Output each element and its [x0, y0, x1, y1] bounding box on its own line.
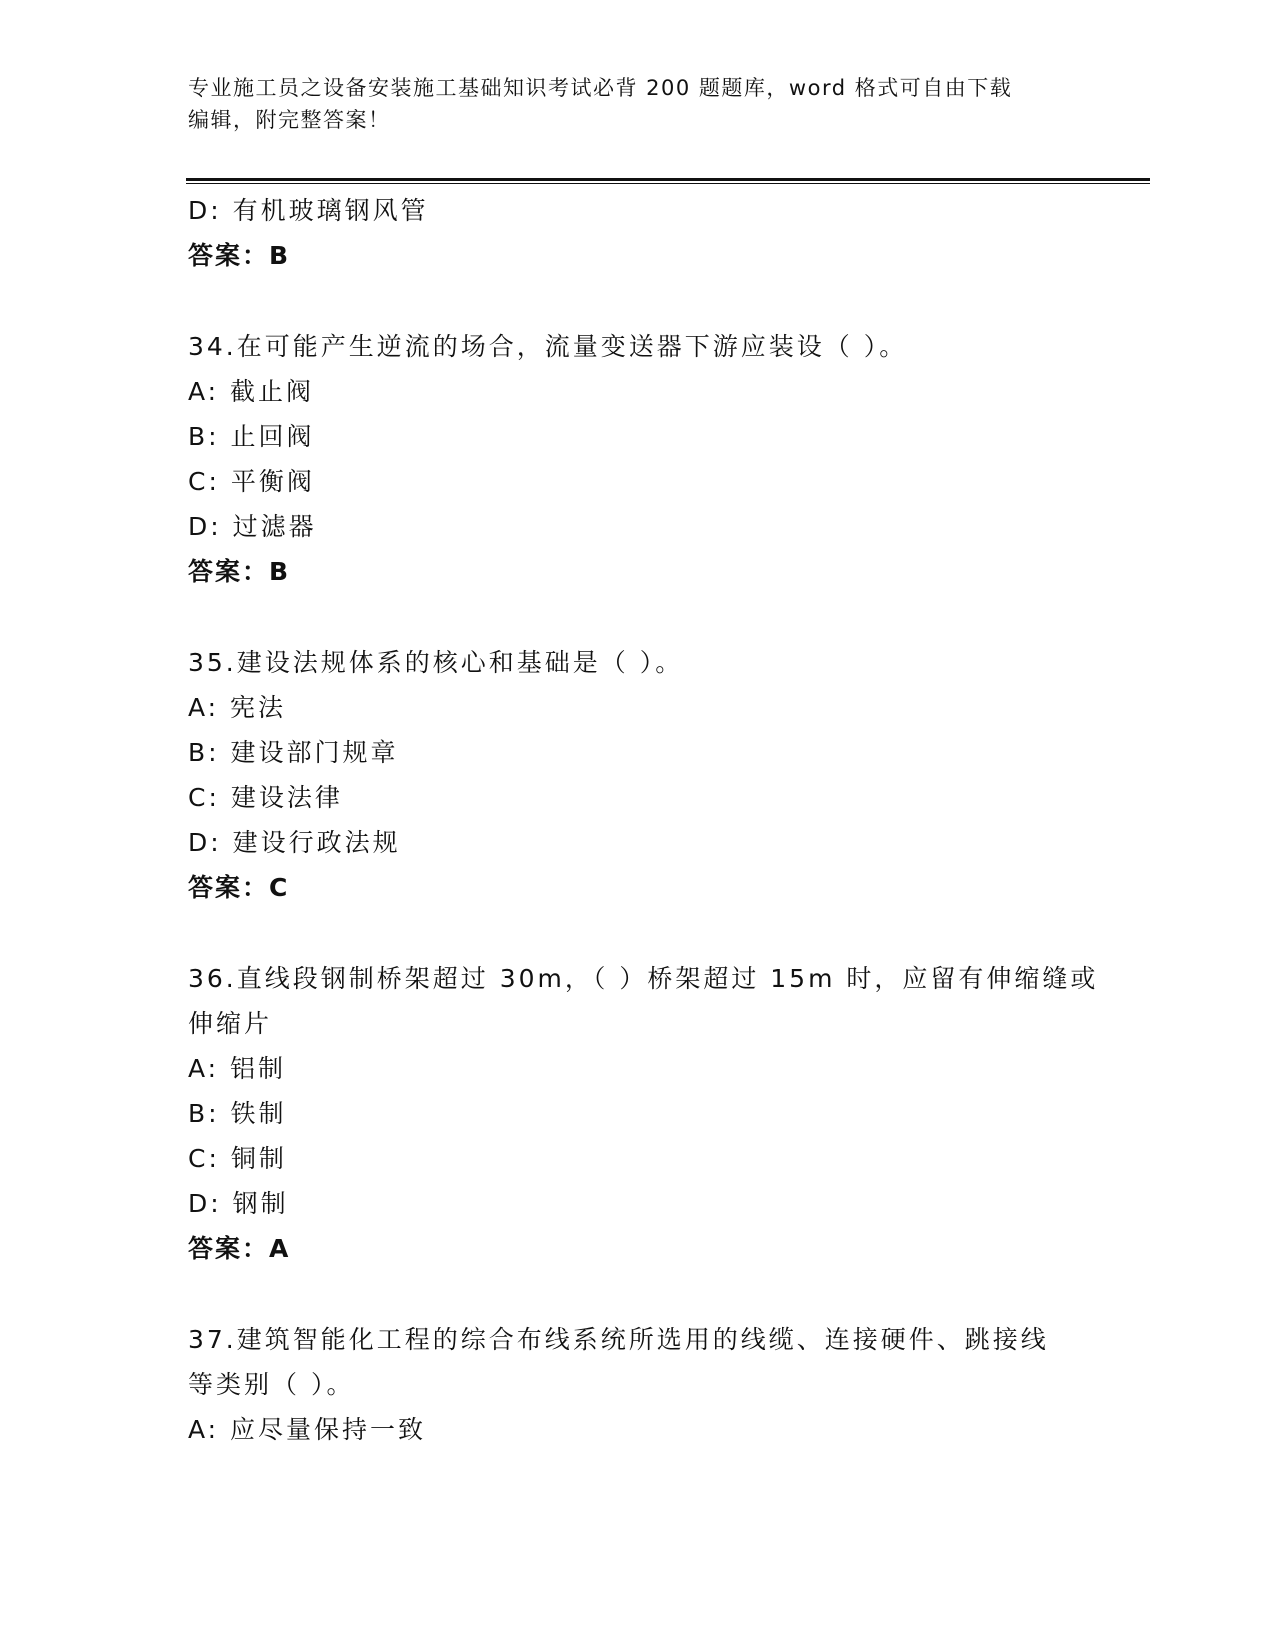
option-c: C: 建设法律	[188, 783, 343, 812]
question-37	[188, 1317, 1088, 1452]
option-d: D: 建设行政法规	[188, 828, 401, 857]
header-line-1: 专业施工员之设备安装施工基础知识考试必背 200 题题库，word 格式可自由下载	[188, 76, 1013, 100]
question-stem: 36.直线段钢制桥架超过 30m，（ ）桥架超过 15m 时，应留有伸缩缝或	[188, 964, 1099, 993]
option-b: B: 铁制	[188, 1099, 287, 1128]
question-34	[188, 324, 1088, 594]
answer: 答案：C	[188, 873, 290, 902]
option-d: D: 过滤器	[188, 512, 317, 541]
option-c: C: 平衡阀	[188, 467, 315, 496]
header-divider	[186, 178, 1150, 181]
question-stem: 35.建设法规体系的核心和基础是（ ）。	[188, 648, 684, 677]
spacer	[188, 594, 1088, 640]
option-d: D: 钢制	[188, 1189, 289, 1218]
header-divider-thin	[186, 183, 1150, 184]
option-d: D: 有机玻璃钢风管	[188, 196, 429, 225]
option-a: A: 应尽量保持一致	[188, 1415, 427, 1444]
answer: 答案：B	[188, 241, 291, 270]
question-stem-continued: 等类别（ ）。	[188, 1370, 355, 1399]
spacer	[188, 910, 1088, 956]
question-stem: 37.建筑智能化工程的综合布线系统所选用的线缆、连接硬件、跳接线	[188, 1325, 1049, 1354]
header-line-2: 编辑，附完整答案！	[188, 108, 391, 132]
question-36	[188, 956, 1099, 1271]
option-a: A: 截止阀	[188, 377, 315, 406]
question-list	[188, 188, 1099, 1452]
option-b: B: 止回阀	[188, 422, 315, 451]
option-b: B: 建设部门规章	[188, 738, 399, 767]
spacer	[188, 1271, 1088, 1317]
question-stem: 34.在可能产生逆流的场合，流量变送器下游应装设（ ）。	[188, 332, 908, 361]
option-a: A: 铝制	[188, 1054, 287, 1083]
spacer	[188, 278, 1088, 324]
answer: 答案：A	[188, 1234, 291, 1263]
option-c: C: 铜制	[188, 1144, 287, 1173]
document-header	[188, 72, 1088, 136]
question-33-tail	[188, 188, 1088, 278]
answer: 答案：B	[188, 557, 291, 586]
question-35	[188, 640, 1088, 910]
option-a: A: 宪法	[188, 693, 287, 722]
question-stem-continued: 伸缩片	[188, 1009, 273, 1038]
